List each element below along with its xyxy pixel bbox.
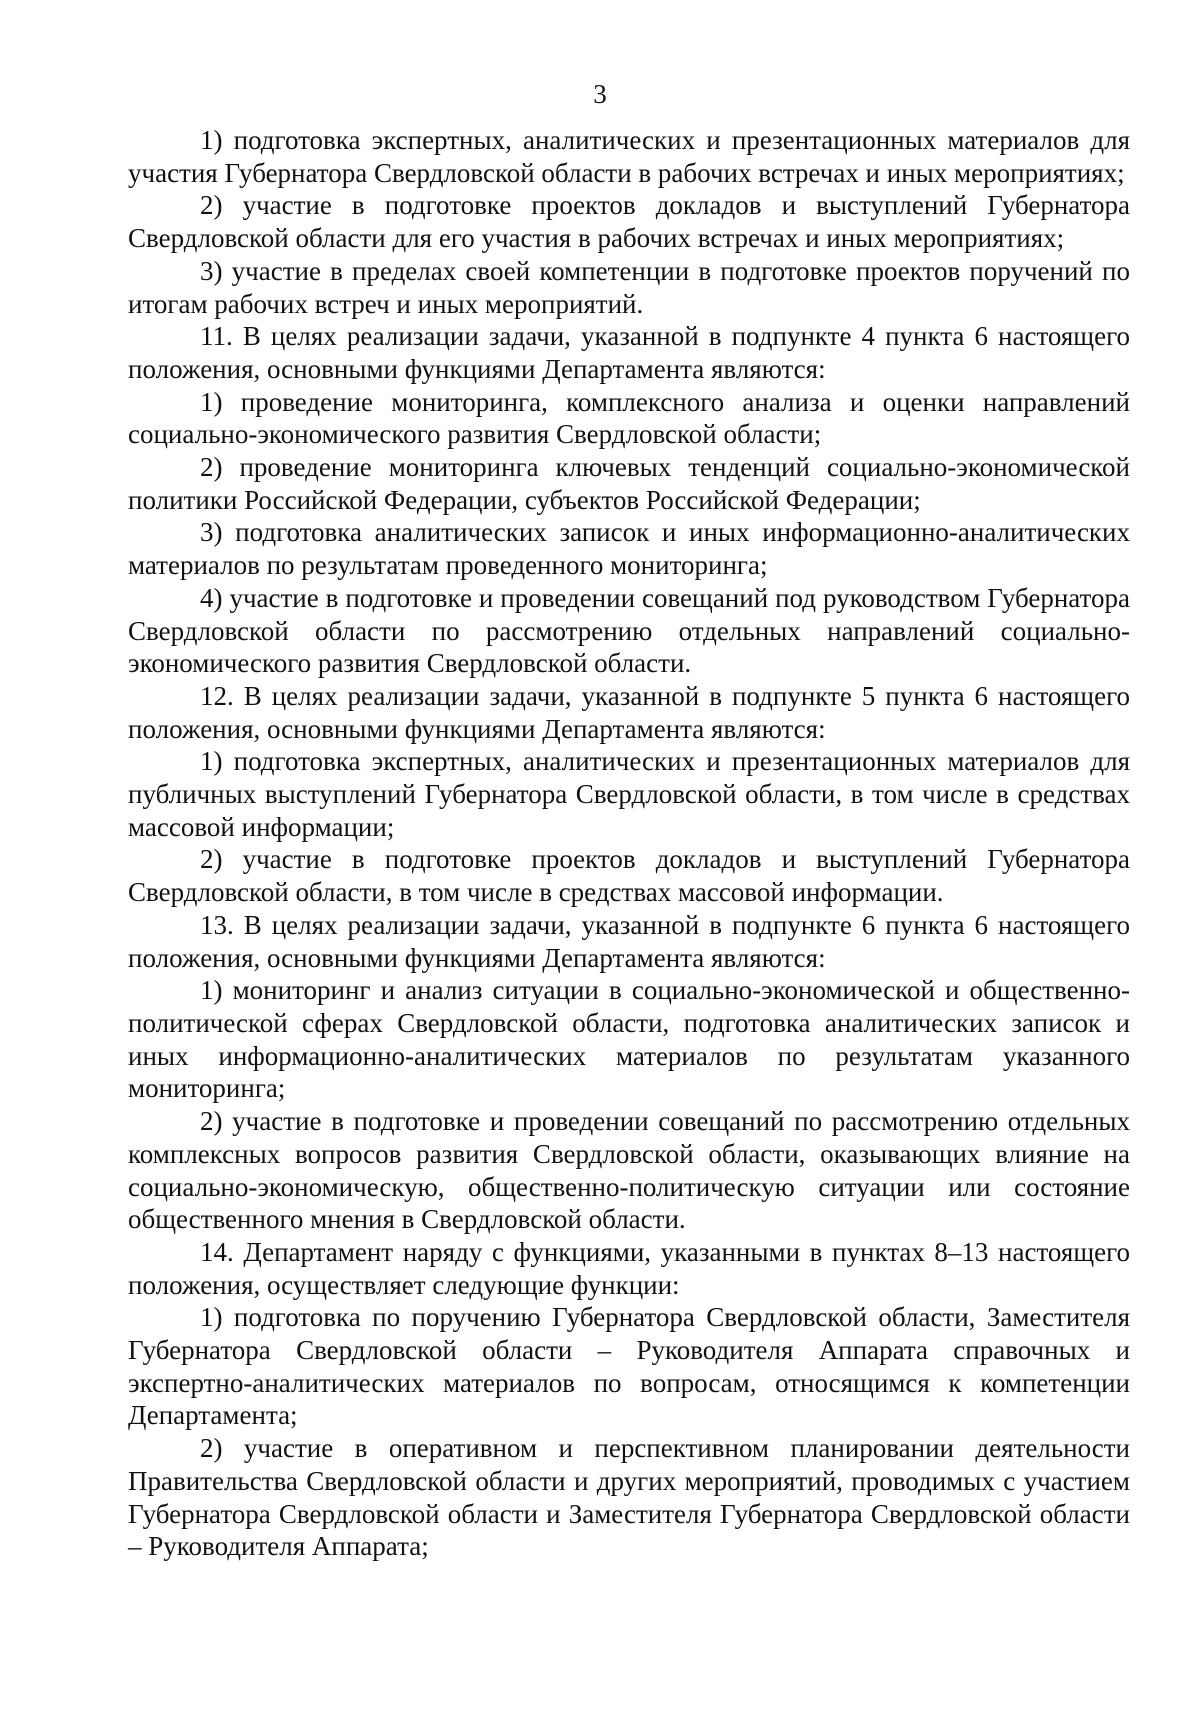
paragraph: 14. Департамент наряду с функциями, указанными в пунктах 8–13 настоящего положения, осуществляет следующие функции: — [128, 1236, 1130, 1300]
paragraph: 2) участие в подготовке проектов докладов и выступлений Губернатора Свердловской области, в том числе в средствах массовой информации. — [128, 844, 1130, 908]
paragraph: 2) участие в подготовке проектов докладов и выступлений Губернатора Свердловской области для его участия в рабочих встречах и иных мероприятиях; — [128, 190, 1130, 254]
paragraph: 1) проведение мониторинга, комплексного анализа и оценки направлений социально-экономического развития Свердловской области; — [128, 386, 1130, 450]
paragraph: 3) участие в пределах своей компетенции в подготовке проектов поручений по итогам рабочих встреч и иных мероприятий. — [128, 255, 1130, 319]
paragraph: 2) участие в подготовке и проведении совещаний по рассмотрению отдельных комплексных вопросов развития Свердловской области, оказывающих влияние на социально-экономическую, общественно-политическую ситуации или состояние общественного мнения в Свердловской области. — [128, 1106, 1130, 1235]
page-number: 3 — [593, 79, 607, 109]
paragraph: 11. В целях реализации задачи, указанной в подпункте 4 пункта 6 настоящего положения, основными функциями Департамента являются: — [128, 321, 1130, 384]
paragraph: 1) подготовка экспертных, аналитических и презентационных материалов для публичных выступлений Губернатора Свердловской области, в том числе в средствах массовой информации; — [128, 746, 1130, 842]
paragraph: 2) участие в оперативном и перспективном планировании деятельности Правительства Свердловской области и других мероприятий, проводимых с участием Губернатора Свердловской области и Заместителя Губернатора Свердловской области – Руководителя Аппарата; — [128, 1433, 1130, 1562]
paragraph: 13. В целях реализации задачи, указанной в подпункте 6 пункта 6 настоящего положения, основными функциями Департамента являются: — [128, 909, 1130, 973]
document-body — [128, 124, 1130, 1563]
paragraph: 12. В целях реализации задачи, указанной в подпункте 5 пункта 6 настоящего положения, основными функциями Департамента являются: — [128, 680, 1130, 744]
paragraph: 4) участие в подготовке и проведении совещаний под руководством Губернатора Свердловской области по рассмотрению отдельных направлений социально-экономического развития Свердловской области. — [128, 582, 1130, 679]
paragraph: 1) подготовка экспертных, аналитических и презентационных материалов для участия Губернатора Свердловской области в рабочих встречах и иных мероприятиях; — [128, 125, 1130, 188]
paragraph: 2) проведение мониторинга ключевых тенденций социально-экономической политики Российской Федерации, субъектов Российской Федерации; — [128, 452, 1130, 515]
paragraph: 1) мониторинг и анализ ситуации в социально-экономической и общественно-политической сферах Свердловской области, подготовка аналитических записок и иных информационно-аналитических материалов по результатам указанного мониторинга; — [128, 975, 1130, 1104]
paragraph: 1) подготовка по поручению Губернатора Свердловской области, Заместителя Губернатора Свердловской области – Руководителя Аппарата справочных и экспертно-аналитических материалов по вопросам, относящимся к компетенции Департамента; — [128, 1302, 1130, 1431]
paragraph: 3) подготовка аналитических записок и иных информационно-аналитических материалов по результатам проведенного мониторинга; — [128, 517, 1130, 581]
